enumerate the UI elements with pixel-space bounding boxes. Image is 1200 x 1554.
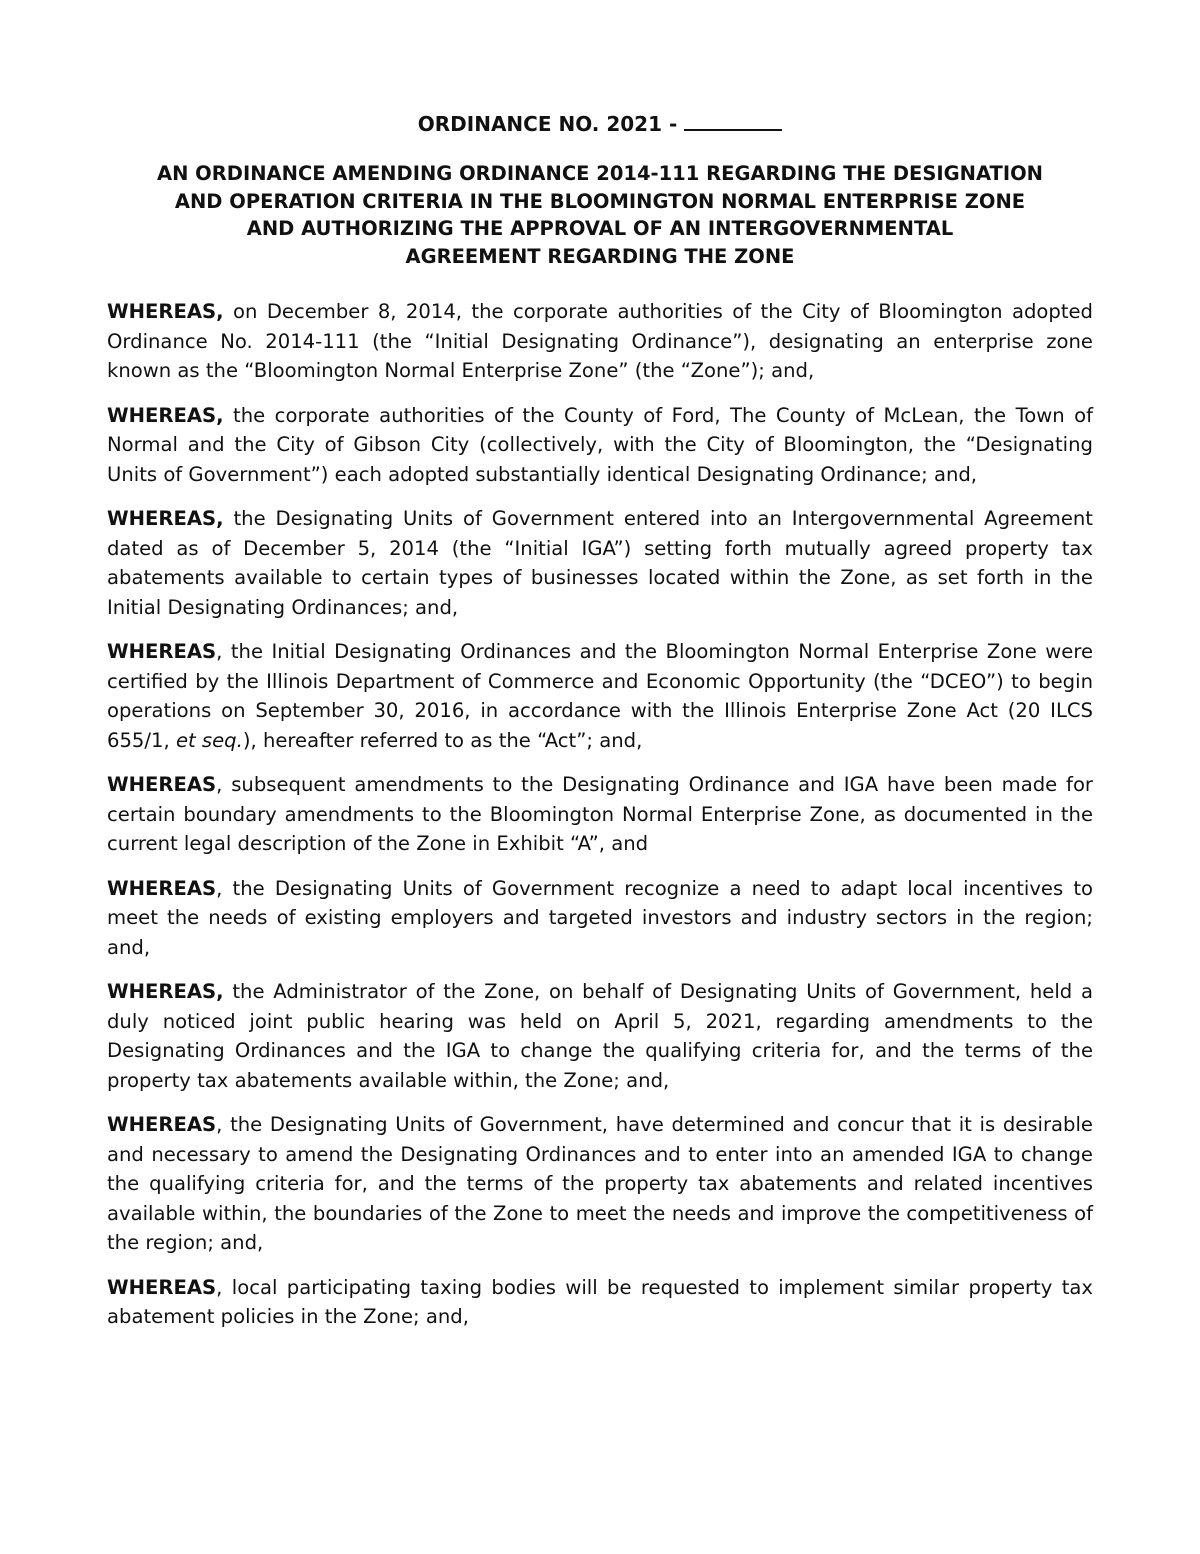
clause-text: , the Designating Units of Government, have determined and concur that it is desirable and necessary to amend the Designating Ordinances and to enter into an amended IGA to change the qualifying criteria for, and the terms of the property tax abatements and related incentives available within, the boundaries of the Zone to meet the needs and improve the competitiveness of the region; and, [107,1113,1093,1254]
clause-text: , the Designating Units of Government recognize a need to adapt local incentives to meet the needs of existing employers and targeted investors and industry sectors in the region; and, [107,876,1093,959]
clause-italic-text: et seq. [175,728,243,752]
whereas-keyword: WHEREAS, [107,300,224,323]
whereas-clause [107,1273,1093,1332]
clause-text: the Designating Units of Government entered into an Intergovernmental Agreement dated as of December 5, 2014 (the “Initial IGA”) setting forth mutually agreed property tax abatements available to certain types of businesses located within the Zone, as set forth in the Initial Designating Ordinances; and, [107,507,1093,619]
clause-text: , the Initial Designating Ordinances and the Bloomington Normal Enterprise Zone were certified by the Illinois Department of Commerce and Economic Opportunity (the “DCEO”) to begin operations on September 30, 2016, in accordance with the Illinois Enterprise Zone Act (20 ILCS 655/1, [107,640,1093,752]
ordinance-title [107,160,1093,270]
whereas-clause [107,637,1093,755]
title-line: AGREEMENT REGARDING THE ZONE [405,244,795,268]
whereas-keyword: WHEREAS, [107,403,224,427]
clause-text: the Administrator of the Zone, on behalf of Designating Units of Government, held a duly noticed joint public hearing was held on April 5, 2021, regarding amendments to the Designating Ordinances and the IGA to change the qualifying criteria for, and the terms of the property tax abatements available within, the Zone; and, [107,980,1093,1092]
whereas-keyword: WHEREAS, [107,980,224,1003]
title-line: AND OPERATION CRITERIA IN THE BLOOMINGTON NORMAL ENTERPRISE ZONE [174,189,1026,213]
whereas-clause [107,1110,1093,1258]
ordinance-number-blank-line [684,110,782,131]
title-line: AND AUTHORIZING THE APPROVAL OF AN INTERGOVERNMENTAL [246,217,954,240]
ordinance-body [107,297,1093,1347]
whereas-clause [107,770,1093,859]
whereas-clause [107,401,1093,490]
ordinance-number-heading [107,110,1093,137]
document-page [107,0,1093,1554]
whereas-keyword: WHEREAS [107,640,217,663]
whereas-clause [107,874,1093,963]
title-line: AN ORDINANCE AMENDING ORDINANCE 2014-111 REGARDING THE DESIGNATION [156,162,1044,185]
whereas-keyword: WHEREAS, [107,507,224,530]
whereas-clause [107,297,1093,386]
clause-text: , local participating taxing bodies will be requested to implement similar property tax abatement policies in the Zone; and, [107,1275,1093,1328]
whereas-keyword: WHEREAS [107,876,217,900]
clause-text: ), hereafter referred to as the “Act”; and, [242,728,643,752]
clause-text: on December 8, 2014, the corporate authorities of the City of Bloomington adopted Ordinance No. 2014-111 (the “Initial Designating Ordinance”), designating an enterprise zone known as the “Bloomington Normal Enterprise Zone” (the “Zone”); and, [107,300,1093,382]
whereas-keyword: WHEREAS [107,1275,217,1299]
whereas-keyword: WHEREAS [107,1113,217,1136]
whereas-clause [107,977,1093,1095]
whereas-clause [107,504,1093,622]
whereas-keyword: WHEREAS [107,773,217,796]
clause-text: the corporate authorities of the County of Ford, The County of McLean, the Town of Normal and the City of Gibson City (collectively, with the City of Bloomington, the “Designating Units of Government”) each adopted substantially identical Designating Ordinance; and, [107,403,1093,486]
ordinance-number-text: ORDINANCE NO. 2021 - [417,112,678,136]
clause-text: , subsequent amendments to the Designating Ordinance and IGA have been made for certain boundary amendments to the Bloomington Normal Enterprise Zone, as documented in the current legal description of the Zone in Exhibit “A”, and [107,773,1093,855]
